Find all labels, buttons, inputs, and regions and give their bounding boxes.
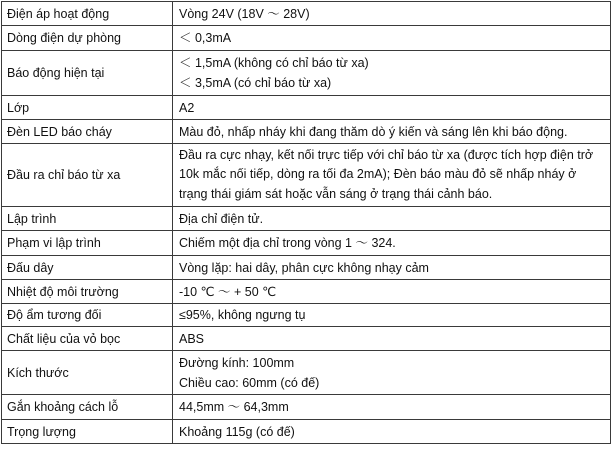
spec-value bbox=[173, 420, 611, 444]
spec-value-line: Vòng 24V (18V ～ 28V) bbox=[179, 6, 310, 21]
spec-label: Đầu ra chỉ báo từ xa bbox=[2, 144, 173, 207]
spec-label: Điện áp hoạt động bbox=[2, 2, 173, 26]
spec-value bbox=[173, 120, 611, 144]
spec-label: Lập trình bbox=[2, 207, 173, 231]
spec-value-line: Chiếm một địa chỉ trong vòng 1 ～ 324. bbox=[179, 236, 396, 250]
spec-value-line: Địa chỉ điện tử. bbox=[179, 211, 264, 226]
spec-label: Đấu dây bbox=[2, 256, 173, 280]
spec-label: Nhiệt độ môi trường bbox=[2, 280, 173, 304]
spec-value: Đầu ra cực nhạy, kết nối trực tiếp với chỉ báo từ xa (được tích hợp điện trở 10k mắc nối tiếp, dòng ra tối đa 2mA); Đèn báo màu đỏ sẽ nhấp nháy ở trạng thái giám sát hoặc vẫn sáng ở trạng thái cảnh báo. bbox=[173, 144, 611, 207]
spec-label: Đèn LED báo cháy bbox=[2, 120, 173, 144]
spec-value-line: -10 ℃ ～ + 50 ℃ bbox=[179, 284, 277, 299]
spec-label: Trọng lượng bbox=[2, 420, 173, 444]
spec-value-line: Khoảng 115g (có đế) bbox=[179, 424, 295, 439]
table-row bbox=[2, 207, 611, 231]
table-row bbox=[2, 26, 611, 51]
table-row bbox=[2, 144, 611, 207]
spec-value-line: Đường kính: 100mm bbox=[179, 355, 295, 370]
spec-value-line: A2 bbox=[179, 100, 195, 115]
table-row bbox=[2, 120, 611, 144]
table-row bbox=[2, 327, 611, 351]
spec-value bbox=[173, 304, 611, 327]
spec-value bbox=[173, 351, 611, 395]
table-row bbox=[2, 304, 611, 327]
spec-value-line: Vòng lặp: hai dây, phân cực không nhạy cảm bbox=[179, 260, 429, 275]
spec-label: Lớp bbox=[2, 96, 173, 120]
spec-value-line: Chiều cao: 60mm (có đế) bbox=[179, 375, 320, 390]
table-row bbox=[2, 96, 611, 120]
spec-value-line: ABS bbox=[179, 331, 205, 346]
table-row bbox=[2, 420, 611, 444]
spec-value bbox=[173, 327, 611, 351]
spec-label: Độ ẩm tương đối bbox=[2, 304, 173, 327]
spec-label: Phạm vi lập trình bbox=[2, 231, 173, 256]
spec-value bbox=[173, 280, 611, 304]
table-row bbox=[2, 280, 611, 304]
spec-value-line: 44,5mm ～ 64,3mm bbox=[179, 400, 289, 414]
spec-value bbox=[173, 395, 611, 420]
spec-value-line: Màu đỏ, nhấp nháy khi đang thăm dò ý kiến và sáng lên khi báo động. bbox=[179, 124, 568, 139]
spec-value-line: ＜ 1,5mA (không có chỉ báo từ xa) bbox=[179, 56, 369, 70]
spec-value bbox=[173, 207, 611, 231]
spec-value bbox=[173, 96, 611, 120]
spec-value bbox=[173, 51, 611, 96]
spec-label: Dòng điện dự phòng bbox=[2, 26, 173, 51]
spec-value bbox=[173, 26, 611, 51]
spec-value-line: ≤95%, không ngưng tụ bbox=[179, 308, 306, 322]
spec-value bbox=[173, 2, 611, 26]
spec-value bbox=[173, 256, 611, 280]
table-row bbox=[2, 395, 611, 420]
spec-label: Chất liệu của vỏ bọc bbox=[2, 327, 173, 351]
table-row bbox=[2, 2, 611, 26]
spec-label: Báo động hiện tại bbox=[2, 51, 173, 96]
table-row bbox=[2, 231, 611, 256]
spec-label: Kích thước bbox=[2, 351, 173, 395]
table-row bbox=[2, 351, 611, 395]
spec-value-line: ＜ 3,5mA (có chỉ báo từ xa) bbox=[179, 76, 332, 90]
spec-value bbox=[173, 231, 611, 256]
spec-label: Gắn khoảng cách lỗ bbox=[2, 395, 173, 420]
spec-value-line: ＜ 0,3mA bbox=[179, 31, 232, 45]
spec-table bbox=[1, 1, 611, 444]
table-row bbox=[2, 51, 611, 96]
table-row bbox=[2, 256, 611, 280]
